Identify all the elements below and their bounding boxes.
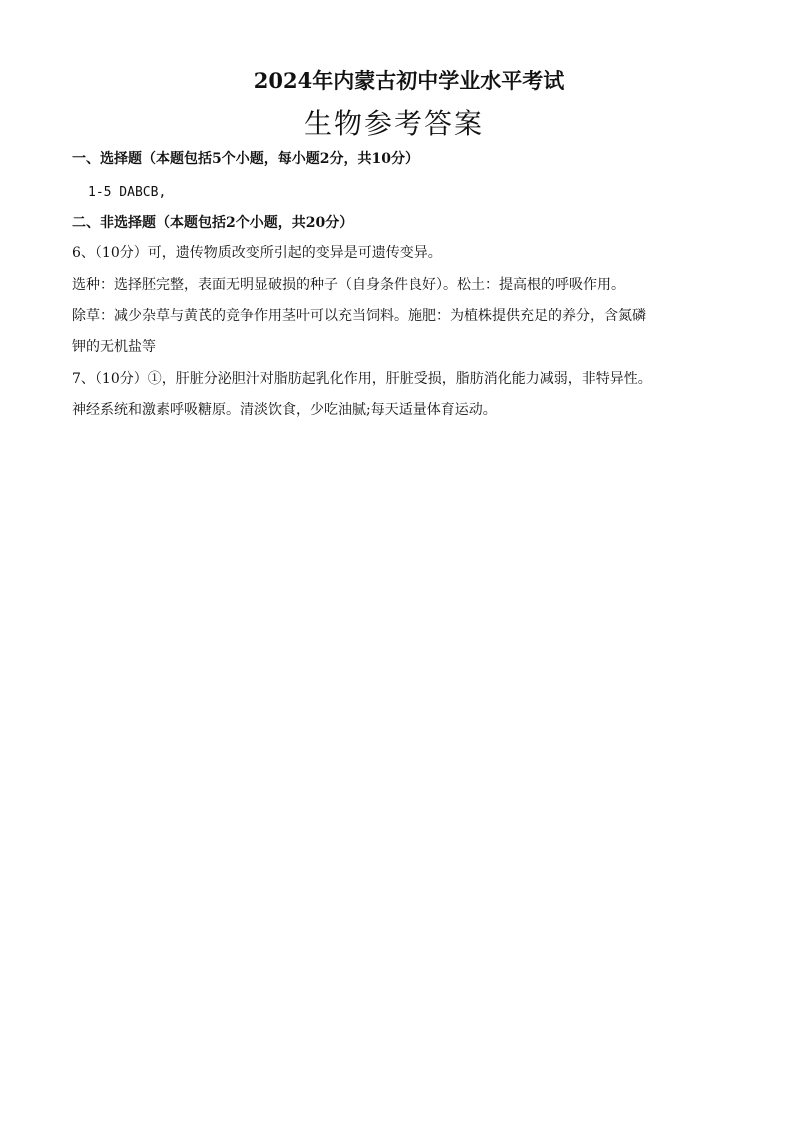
- answer-key-subtitle: 生物参考答案: [303, 107, 484, 140]
- exam-title: 2024年内蒙古初中学业水平考试: [253, 68, 565, 93]
- answer-line: 6、（10分）可，遗传物质改变所引起的变异是可遗传变异。: [72, 245, 442, 261]
- section-heading-multiple-choice: 一、选择题（本题包括5个小题，每小题2分，共10分）: [72, 151, 419, 167]
- answer-line: 神经系统和激素呼吸糖原。清淡饮食，少吃油腻;每天适量体育运动。: [72, 402, 497, 418]
- section-heading-non-choice: 二、非选择题（本题包括2个小题，共20分）: [72, 215, 354, 231]
- answer-line: 7、（10分）①，肝脏分泌胆汁对脂肪起乳化作用，肝脏受损，脂肪消化能力减弱，非特异性。: [72, 371, 652, 387]
- multiple-choice-answers: 1-5 DABCB,: [88, 185, 167, 200]
- answer-line: 除草：减少杂草与黄芪的竞争作用茎叶可以充当饲料。施肥：为植株提供充足的养分，含氮磷: [72, 308, 646, 324]
- answer-line: 钾的无机盐等: [72, 339, 156, 355]
- answer-line: 选种：选择胚完整，表面无明显破损的种子（自身条件良好）。松土：提高根的呼吸作用。: [72, 277, 625, 293]
